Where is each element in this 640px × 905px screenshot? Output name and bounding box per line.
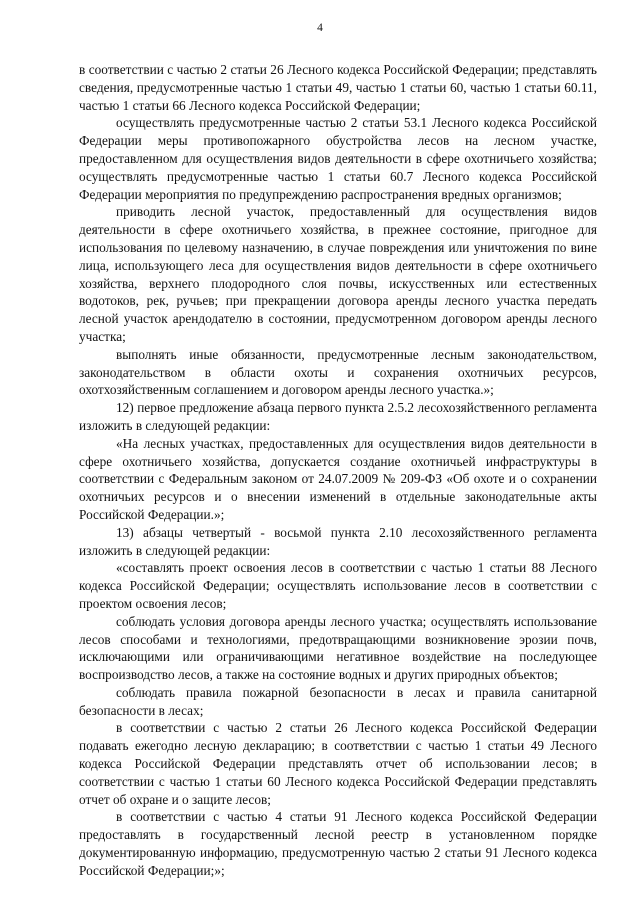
paragraph-6: «На лесных участках, предоставленных для осуществления видов деятельности в сфере охотничьего хозяйства, допускается создание охотничьей инфраструктуры в соответствии с Федеральным законом от 24.07.2009 № 209-ФЗ «Об охоте и о сохранении охотничьих ресурсов и о внесении изменений в отдельные законодательные акты Российской Федерации.»; xyxy=(79,435,597,522)
paragraph-10: соблюдать правила пожарной безопасности в лесах и правила санитарной безопасности в лесах; xyxy=(79,684,597,718)
paragraph-7: 13) абзацы четвертый - восьмой пункта 2.10 лесохозяйственного регламента изложить в следующей редакции: xyxy=(79,524,597,558)
paragraph-9: соблюдать условия договора аренды лесного участка; осуществлять использование лесов способами и технологиями, предотвращающими возникновение эрозии почв, исключающими или ограничивающими негативное воздействие на последующее воспроизводство лесов, а также на состояние водных и других природных объектов; xyxy=(79,613,597,683)
paragraph-11: в соответствии с частью 2 статьи 26 Лесного кодекса Российской Федерации подавать ежегодно лесную декларацию; в соответствии с частью 1 статьи 49 Лесного кодекса Российской Федерации представлять отчет об использовании лесов; в соответствии с частью 1 статьи 60 Лесного кодекса Российской Федерации представлять отчет об охране и о защите лесов; xyxy=(79,720,597,807)
paragraph-2: осуществлять предусмотренные частью 2 статьи 53.1 Лесного кодекса Российской Федерации меры противопожарного обустройства лесов на лесном участке, предоставленном для осуществления видов деятельности в сфере охотничьего хозяйства; осуществлять предусмотренные частью 1 статьи 60.7 Лесного кодекса Российской Федерации мероприятия по предупреждению распространения вредных организмов; xyxy=(79,115,597,202)
paragraph-1: в соответствии с частью 2 статьи 26 Лесного кодекса Российской Федерации; представлять сведения, предусмотренные частью 1 статьи 49, частью 1 статьи 60, частью 1 статьи 60.11, частью 1 статьи 66 Лесного кодекса Российской Федерации; xyxy=(79,62,597,113)
paragraph-4: выполнять иные обязанности, предусмотренные лесным законодательством, законодательством в области охоты и сохранения охотничьих ресурсов, охотхозяйственным соглашением и договором аренды лесного участка.»; xyxy=(79,346,597,398)
page-number: 4 xyxy=(317,22,323,34)
paragraph-8: «составлять проект освоения лесов в соответствии с частью 1 статьи 88 Лесного кодекса Российской Федерации; осуществлять использование лесов в соответствии с проектом освоения лесов; xyxy=(79,560,597,611)
paragraph-3: приводить лесной участок, предоставленный для осуществления видов деятельности в сфере охотничьего хозяйства, в прежнее состояние, пригодное для использования по целевому назначению, в случае повреждения или уничтожения по вине лица, использующего леса для осуществления видов деятельности в сфере охотничьего хозяйства, верхнего плодородного слоя почвы, искусственных или естественных водотоков, рек, ручьев; при прекращении договора аренды лесного участка передать лесной участок арендодателю в состоянии, предусмотренном договором аренды лесного участка; xyxy=(79,204,597,344)
document-body xyxy=(79,61,597,880)
paragraph-5: 12) первое предложение абзаца первого пункта 2.5.2 лесохозяйственного регламента изложить в следующей редакции: xyxy=(79,400,597,433)
paragraph-12: в соответствии с частью 4 статьи 91 Лесного кодекса Российской Федерации предоставлять в государственный лесной реестр в установленном порядке документированную информацию, предусмотренную частью 2 статьи 91 Лесного кодекса Российской Федерации;»; xyxy=(79,809,597,878)
